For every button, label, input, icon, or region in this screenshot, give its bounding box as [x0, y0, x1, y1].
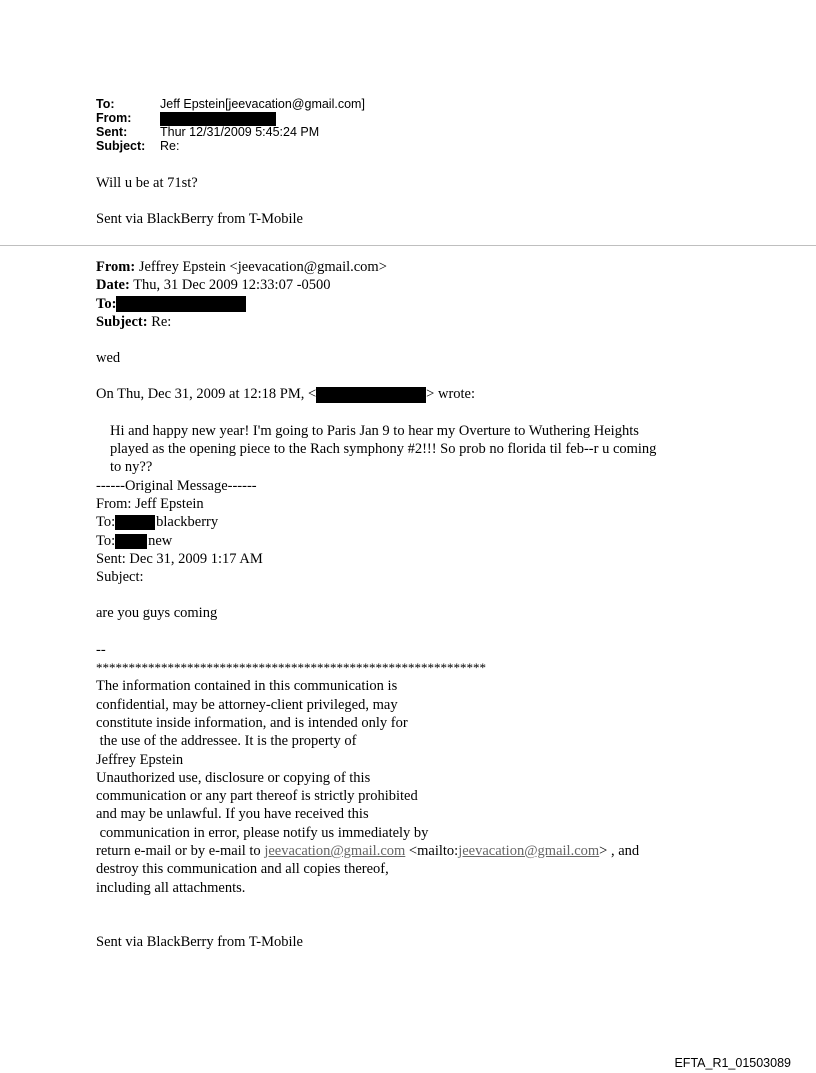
- orig-body: are you guys coming: [96, 605, 218, 622]
- quoted-subject-label: Subject:: [96, 313, 148, 330]
- sent-label: Sent:: [96, 125, 128, 139]
- sent-value: Thur 12/31/2009 5:45:24 PM: [160, 125, 320, 139]
- orig-to-1: [96, 513, 736, 531]
- orig-to2-suffix: new: [148, 532, 173, 549]
- quoted-from-label: From:: [96, 259, 136, 275]
- return-email-line: [96, 842, 736, 860]
- reply-body: [96, 174, 303, 228]
- quoted-subject-line: [96, 313, 736, 331]
- to-label: To:: [96, 97, 115, 111]
- mailto-prefix: <mailto:: [405, 843, 459, 860]
- disclaimer-line: confidential, may be attorney-client privileged, may: [96, 696, 398, 713]
- disclaimer-line: and may be unlawful. If you have received this: [96, 806, 369, 823]
- inner-line: played as the opening piece to the Rach symphony #2!!! So prob no florida til feb--r u coming: [110, 441, 657, 458]
- mailto-suffix: > , and: [599, 843, 640, 860]
- quoted-date-value: Thu, 31 Dec 2009 12:33:07 -0500: [133, 277, 331, 294]
- inner-line: to ny??: [110, 459, 153, 476]
- orig-to2-prefix: To:: [96, 532, 116, 549]
- sig-dash: --: [96, 641, 106, 658]
- disclaimer-line: communication in error, please notify us immediately by: [96, 824, 429, 841]
- reply-text: Will u be at 71st?: [96, 175, 198, 191]
- quoted-signature: Sent via BlackBerry from T-Mobile: [96, 933, 303, 950]
- orig-to-2: [96, 532, 736, 550]
- quoted-body: wed: [96, 350, 121, 367]
- return-prefix: return e-mail or by e-mail to: [96, 843, 265, 860]
- disclaimer-line: Jeffrey Epstein: [96, 751, 184, 768]
- quoted-subject-value: Re:: [151, 313, 172, 330]
- quoted-message: [96, 258, 736, 951]
- disclaimer-line: constitute inside information, and is intended only for: [96, 714, 408, 731]
- on-suffix: > wrote:: [426, 386, 476, 403]
- from-label: From:: [96, 111, 132, 125]
- orig-subject: Subject:: [96, 569, 144, 586]
- redaction-bar: [116, 296, 246, 312]
- redaction-bar: [115, 534, 147, 549]
- disclaimer-line: communication or any part thereof is strictly prohibited: [96, 788, 418, 805]
- original-message-marker: ------Original Message------: [96, 477, 257, 494]
- orig-to1-prefix: To:: [96, 514, 116, 531]
- on-wrote-line: [96, 385, 736, 403]
- redaction-bar: [115, 515, 155, 530]
- subject-value: Re:: [160, 139, 180, 153]
- email-link[interactable]: jeevacation@gmail.com: [264, 843, 406, 860]
- quoted-from-value: Jeffrey Epstein <jeevacation@gmail.com>: [138, 259, 387, 275]
- document-id: EFTA_R1_01503089: [674, 1056, 791, 1070]
- disclaimer-end-line: destroy this communication and all copies thereof,: [96, 861, 389, 878]
- disclaimer-line: Unauthorized use, disclosure or copying of this: [96, 769, 371, 786]
- disclaimer-line: The information contained in this communication is: [96, 678, 398, 695]
- quoted-to-line: [96, 295, 736, 313]
- stars-line: ************************************************************: [96, 660, 486, 676]
- redaction-bar: [316, 387, 426, 403]
- quoted-date-label: Date:: [96, 277, 130, 294]
- to-value: Jeff Epstein[jeevacation@gmail.com]: [160, 97, 365, 111]
- inner-line: Hi and happy new year! I'm going to Paris Jan 9 to hear my Overture to Wuthering Heights: [110, 422, 639, 439]
- divider: [0, 245, 816, 246]
- redaction-bar: [160, 112, 276, 126]
- orig-sent: Sent: Dec 31, 2009 1:17 AM: [96, 550, 263, 567]
- on-prefix: On Thu, Dec 31, 2009 at 12:18 PM, <: [96, 386, 317, 403]
- quoted-date-line: [96, 276, 736, 294]
- from-value-redacted: [160, 111, 276, 126]
- quoted-from-line: [96, 258, 736, 276]
- mailto-link[interactable]: jeevacation@gmail.com: [458, 843, 600, 860]
- disclaimer-end-line: including all attachments.: [96, 879, 246, 896]
- orig-to1-suffix: blackberry: [156, 514, 219, 531]
- subject-label: Subject:: [96, 139, 146, 153]
- reply-signature: Sent via BlackBerry from T-Mobile: [96, 211, 303, 227]
- quoted-to-label: To:: [96, 295, 117, 312]
- disclaimer-line: the use of the addressee. It is the property of: [96, 733, 357, 750]
- orig-from: From: Jeff Epstein: [96, 495, 204, 512]
